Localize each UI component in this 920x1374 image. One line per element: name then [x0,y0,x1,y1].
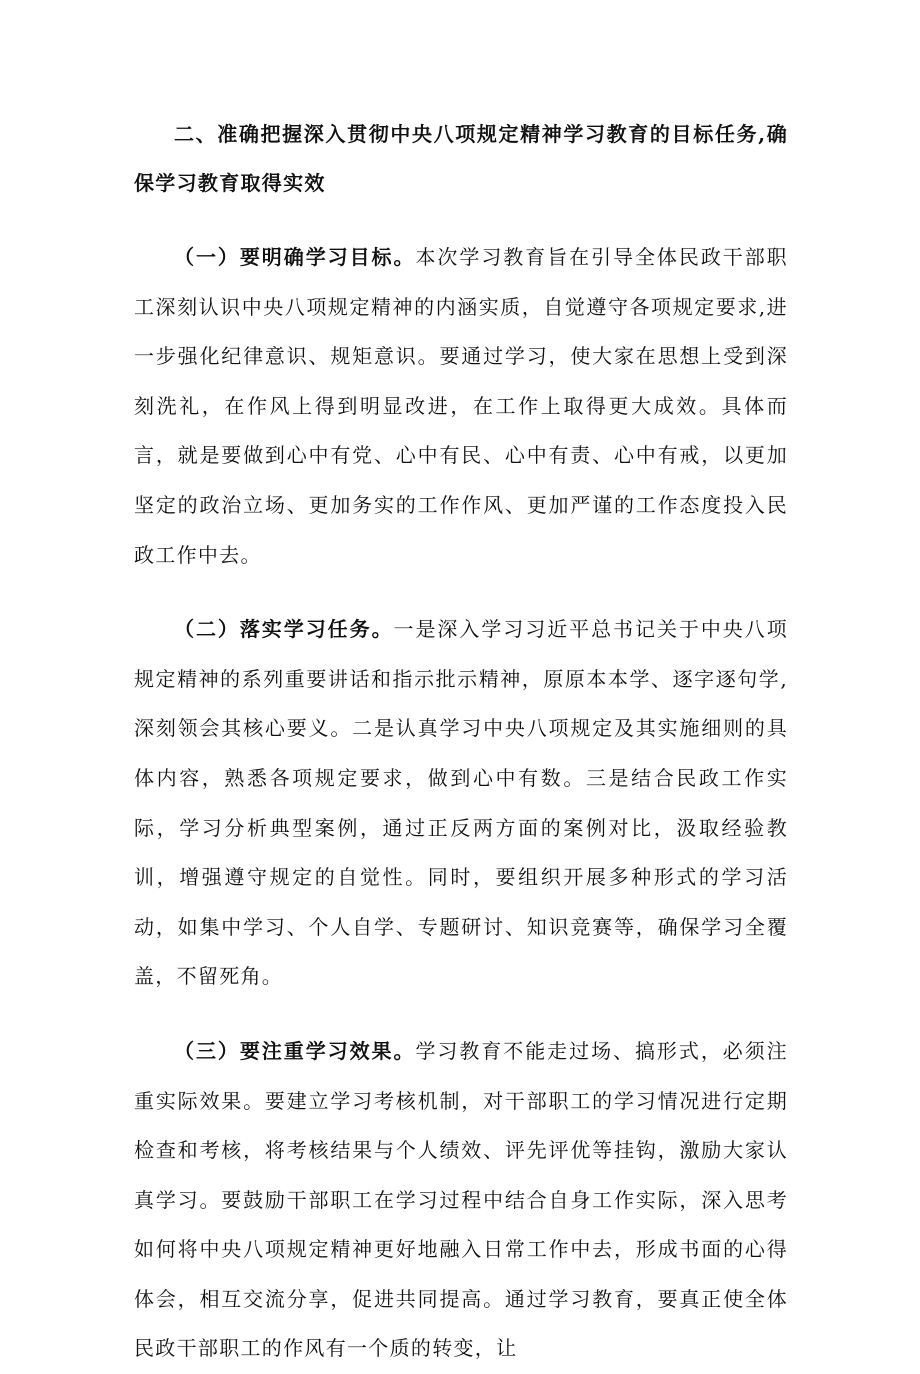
paragraph-body-2: 一是深入学习习近平总书记关于中央八项规定精神的系列重要讲话和指示批示精神，原原本本学、逐字逐句学,深刻领会其核心要义。二是认真学习中央八项规定及其实施细则的具体内容，熟悉各项规定要求，做到心中有数。三是结合民政工作实际，学习分析典型案例，通过正反两方面的案例对比，汲取经验教训，增强遵守规定的自觉性。同时，要组织开展多种形式的学习活动，如集中学习、个人自学、专题研讨、知识竞赛等，确保学习全覆盖，不留死角。 [134,617,789,989]
paragraph-body-1: 本次学习教育旨在引导全体民政干部职工深刻认识中央八项规定精神的内涵实质，自觉遵守各项规定要求,进一步强化纪律意识、规矩意识。要通过学习，使大家在思想上受到深刻洗礼，在作风上得到明显改进，在工作上取得更大成效。具体而言，就是要做到心中有党、心中有民、心中有责、心中有戒，以更加坚定的政治立场、更加务实的工作作风、更加严谨的工作态度投入民政工作中去。 [134,245,788,567]
paragraph-lead-3: （三）要注重学习效果。 [174,1038,416,1063]
paragraph-learning-effect [134,1027,788,1374]
paragraph-lead-1: （一）要明确学习目标。 [174,245,416,269]
document-body [134,110,788,1374]
paragraph-body-3: 学习教育不能走过场、搞形式，必须注重实际效果。要建立学习考核机制，对干部职工的学习情况进行定期检查和考核，将考核结果与个人绩效、评先评优等挂钩，激励大家认真学习。要鼓励干部职工在学习过程中结合自身工作实际，深入思考如何将中央八项规定精神更好地融入日常工作中去，形成书面的心得体会，相互交流分享，促进共同提高。通过学习教育，要真正使全体民政干部职工的作风有一个质的转变，让 [134,1038,788,1361]
paragraph-learning-tasks [134,605,788,1002]
paragraph-learning-goals [134,233,788,580]
paragraph-lead-2: （二）落实学习任务。 [174,617,394,642]
section-heading: 二、准确把握深入贯彻中央八项规定精神学习教育的目标任务,确保学习教育取得实效 [134,122,788,195]
